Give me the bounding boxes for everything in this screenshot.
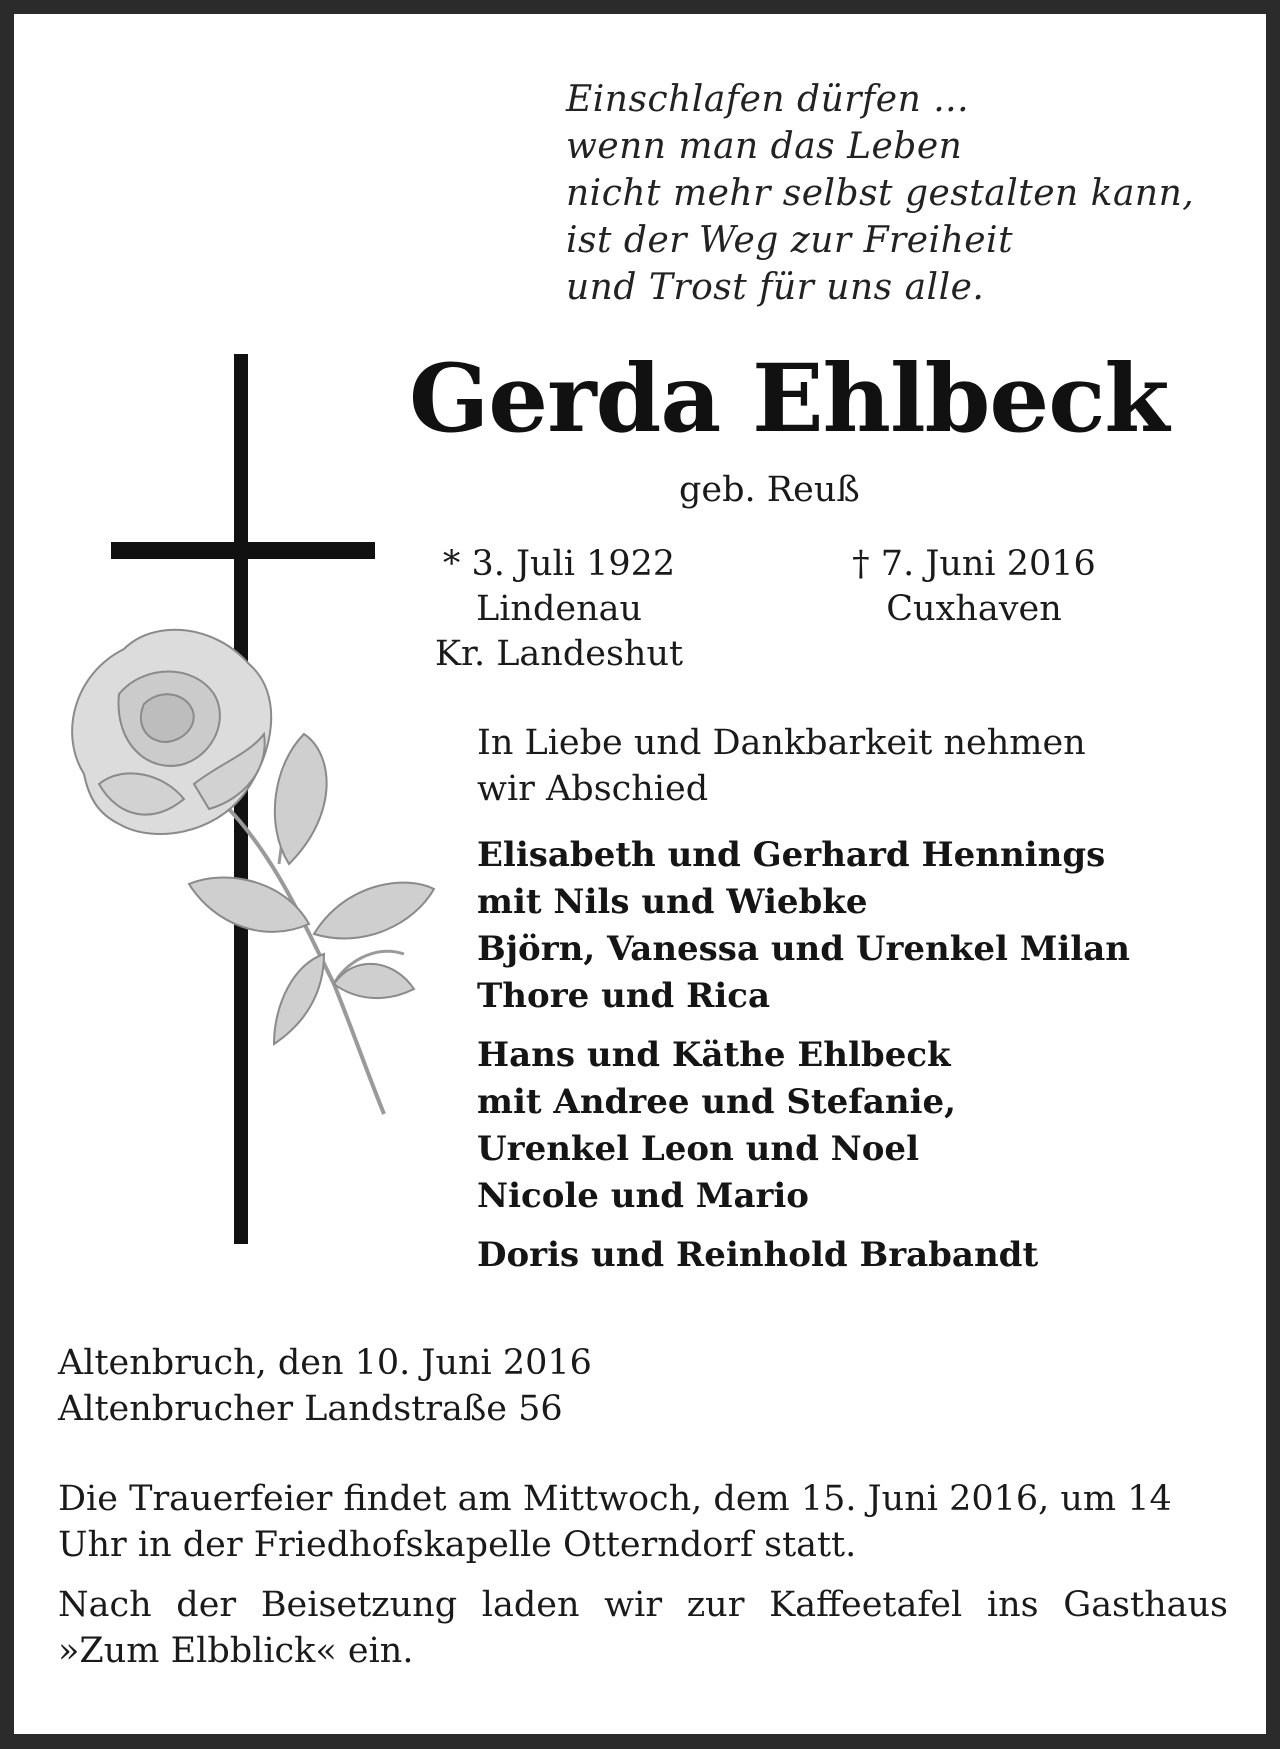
intro-line: In Liebe und Dankbarkeit nehmen <box>477 723 1086 763</box>
poem-line: ist der Weg zur Freiheit <box>566 220 1014 261</box>
mourner-line: mit Nils und Wiebke <box>477 882 868 922</box>
address: Altenbrucher Landstraße 56 <box>58 1389 563 1429</box>
birth-place: Lindenau <box>475 589 643 629</box>
mourner-line: Nicole und Mario <box>477 1176 809 1216</box>
death-place: Cuxhaven <box>886 589 1062 629</box>
poem-line: wenn man das Leben <box>566 126 963 167</box>
reception-info: Nach der Beisetzung laden wir zur Kaffeetafel ins Gasthaus »Zum Elbblick« ein. <box>58 1585 1228 1671</box>
poem-line: Einschlafen dürfen ... <box>566 79 970 120</box>
intro-line: wir Abschied <box>477 769 709 809</box>
poem-line: und Trost für uns alle. <box>566 267 985 308</box>
service-info: Die Trauerfeier findet am Mittwoch, dem 15. Juni 2016, um 14 Uhr in der Friedhofskapelle Otterndorf statt. <box>58 1479 1172 1565</box>
death-info <box>834 542 1114 632</box>
death-date: † 7. Juni 2016 <box>852 544 1096 584</box>
rose-icon <box>44 624 444 1124</box>
mourners-list <box>477 832 1130 1291</box>
mourner-group <box>477 1032 1130 1220</box>
cross-icon-crossbar <box>111 542 375 559</box>
birth-place-district: Kr. Landeshut <box>434 634 684 674</box>
footer <box>58 1340 1228 1674</box>
poem-line: nicht mehr selbst gestalten kann, <box>566 173 1195 214</box>
mourner-line: Urenkel Leon und Noel <box>477 1129 919 1169</box>
place-date: Altenbruch, den 10. Juni 2016 <box>58 1343 592 1383</box>
deceased-name: Gerda Ehlbeck <box>409 344 1169 454</box>
birth-info <box>409 542 709 677</box>
birth-name: geb. Reuß <box>679 470 860 510</box>
mourner-group <box>477 832 1130 1020</box>
obituary-notice <box>14 14 1266 1734</box>
mourner-line: Hans und Käthe Ehlbeck <box>477 1035 951 1075</box>
mourner-line: Doris und Reinhold Brabandt <box>477 1235 1039 1275</box>
poem <box>566 76 1194 311</box>
birth-date: * 3. Juli 1922 <box>442 544 676 584</box>
mourner-line: Thore und Rica <box>477 976 771 1016</box>
mourner-line: mit Andree und Stefanie, <box>477 1082 957 1122</box>
mourner-line: Elisabeth und Gerhard Hennings <box>477 835 1106 875</box>
mourner-group <box>477 1232 1130 1279</box>
mourners-intro <box>477 720 1086 812</box>
mourner-line: Björn, Vanessa und Urenkel Milan <box>477 929 1130 969</box>
